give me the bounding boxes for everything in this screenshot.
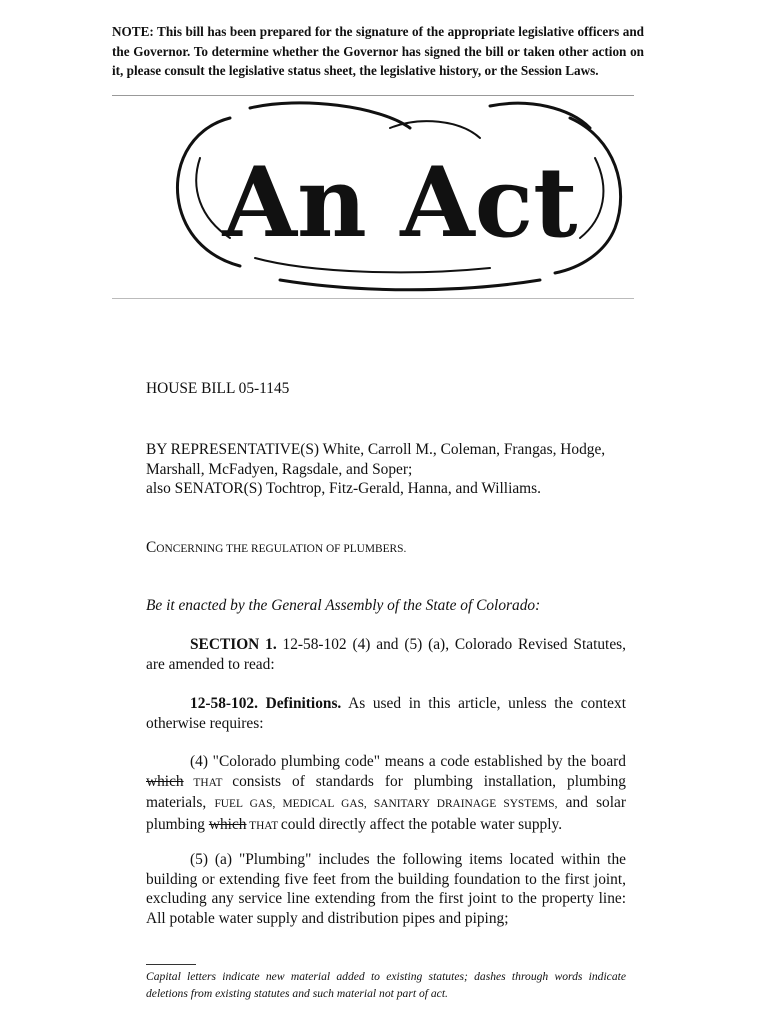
sponsors-line-2: Marshall, McFadyen, Ragsdale, and Soper;: [146, 460, 413, 478]
section-1-text: 12-58-102 (4) and (5) (a), Colorado Revised Statutes, are amended to read:: [146, 636, 627, 673]
an-act-text: An Act: [222, 146, 578, 259]
para4-deleted-2: which: [208, 815, 247, 833]
top-divider: [112, 95, 634, 96]
bill-title-rest: ONCERNING THE REGULATION OF PLUMBERS.: [156, 543, 407, 555]
an-act-banner: [160, 98, 640, 298]
definitions-label: 12-58-102. Definitions.: [190, 695, 342, 712]
definitions-text: As used in this article, unless the context otherwise requires:: [146, 695, 626, 732]
paragraph-4: [146, 752, 626, 836]
paragraph-5a: (5) (a) "Plumbing" includes the following items located within the building or extending five feet from the building foundation to the first joint, excluding any service line extending from the first joint to the property line: All potable water supply and distribution pipes and piping;: [146, 851, 626, 927]
sponsors-line-3: also SENATOR(S) Tochtrop, Fitz-Gerald, Hanna, and Williams.: [146, 480, 541, 497]
bill-title: [146, 538, 626, 560]
an-act-flourish: [160, 98, 640, 298]
enacting-clause: Be it enacted by the General Assembly of the State of Colorado:: [146, 597, 541, 614]
para4-text-2: consists of standards for plumbing installation, plumbing materials,: [146, 772, 627, 811]
para4-text-3: and solar plumbing: [146, 794, 626, 833]
section-1: [146, 635, 626, 674]
banner-divider: [112, 298, 634, 299]
para4-text-4: could directly affect the potable water supply.: [280, 815, 563, 833]
para4-deleted-1: which: [146, 772, 184, 790]
definitions-heading: [146, 694, 626, 733]
para4-text-1: (4) "Colorado plumbing code" means a code established by the board: [190, 753, 626, 770]
legislative-note: NOTE: This bill has been prepared for the signature of the appropriate legislative officers and the Governor. To determine whether the Governor has signed the bill or taken other action on it, please consult the legislative status sheet, the legislative history, or the Session Laws.: [112, 24, 644, 78]
footnote-divider: [146, 964, 196, 965]
bill-title-initial: C: [146, 539, 157, 556]
sponsors-line-1: BY REPRESENTATIVE(S) White, Carroll M., Coleman, Frangas, Hodge,: [146, 441, 606, 458]
sponsors: [146, 440, 626, 499]
section-1-label: SECTION 1.: [190, 636, 277, 653]
para4-inserted-2: FUEL GAS, MEDICAL GAS, SANITARY DRAINAGE SYSTEMS,: [214, 798, 558, 810]
footnote: Capital letters indicate new material added to existing statutes; dashes through words indicate deletions from existing statutes and such material not part of act.: [146, 970, 626, 1000]
para4-inserted-3: THAT: [246, 819, 281, 832]
para4-inserted-1: THAT: [183, 776, 233, 789]
bill-number: HOUSE BILL 05-1145: [146, 380, 290, 397]
